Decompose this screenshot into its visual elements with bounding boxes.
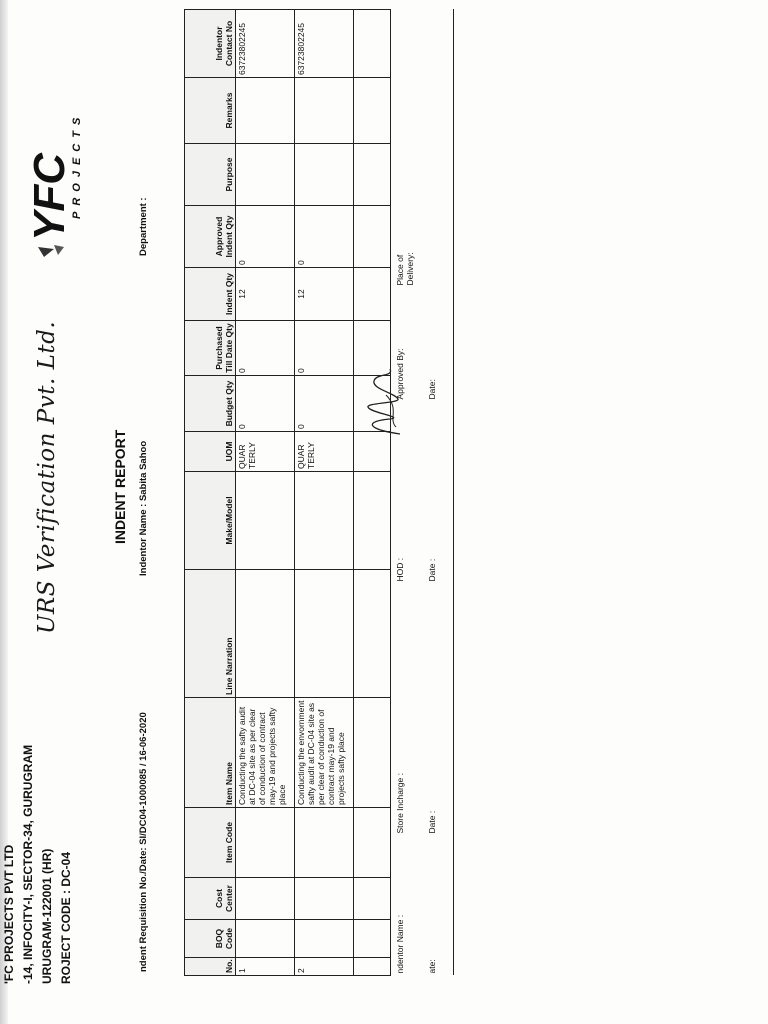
col-line-narration: Line Narration [185,570,236,698]
row-make-model [236,472,295,570]
row-approved-qty: 0 [295,206,354,268]
yfc-logo [24,71,84,259]
col-no: No. [185,958,236,976]
table-row [295,10,354,976]
row-uom: QUAR TERLY [295,432,354,472]
col-item-code: Item Code [185,808,236,878]
footer-store-incharge: Store Incharge : [395,773,405,834]
row-no: 1 [236,958,295,976]
logo-subtext: PROJECTS [71,111,83,219]
col-purchased-qty: Purchased Till Date Qty [185,321,236,376]
row-approved-qty: 0 [236,206,295,268]
row-purpose [295,144,354,206]
row-item-name: Conducting the envornment safty audit at DC-04 site as per clear of conduction of contract may-19 and projects safty place [295,698,354,808]
row-purchased-qty: 0 [236,321,295,376]
footer-approved-date: Date: [427,379,437,400]
company-name: 'FC PROJECTS PVT LTD [2,844,16,984]
row-contact: 63723802245 [236,10,295,78]
col-contact: Indentor Contact No [185,10,236,78]
row-line-narration [295,570,354,698]
row-item-code [295,808,354,878]
row-item-code [236,808,295,878]
company-address-line1: -14, INFOCITY-I, SECTOR-34, GURUGRAM [21,744,35,984]
row-remarks [295,78,354,144]
col-remarks: Remarks [185,78,236,144]
indentor-name: Indentor Name : Sabita Sahoo [138,440,149,576]
col-budget-qty: Budget Qty [185,376,236,432]
row-contact: 63723802245 [295,10,354,78]
col-approved-qty: Approved Indent Qty [185,206,236,268]
footer-store-date: Date : [427,810,437,834]
col-make-model: Make/Model [185,472,236,570]
project-code: ROJECT CODE : DC-04 [59,851,73,984]
row-no: 2 [295,958,354,976]
row-boq-code [295,920,354,958]
company-address-line2: URUGRAM-122001 (HR) [40,848,54,984]
row-purchased-qty: 0 [295,321,354,376]
row-make-model [295,472,354,570]
row-budget-qty: 0 [295,376,354,432]
row-cost-center [236,878,295,920]
table-header-row [185,10,236,976]
col-purpose: Purpose [185,144,236,206]
row-uom: QUAR TERLY [236,432,295,472]
department-label: Department : [138,197,149,256]
col-cost-center: Cost Center [185,878,236,920]
footer-indentor-date: ate: [427,959,437,974]
row-remarks [236,78,295,144]
row-indent-qty: 12 [236,268,295,321]
row-indent-qty: 12 [295,268,354,321]
col-indent-qty: Indent Qty [185,268,236,321]
col-item-name: Item Name [185,698,236,808]
handwritten-note: URS Verification Pvt. Ltd. [34,320,60,634]
footer-indentor-name: ndentor Name : [395,914,405,974]
report-title: INDENT REPORT [112,429,128,544]
row-line-narration [236,570,295,698]
table-row [236,10,295,976]
logo-text: YFC [25,153,74,241]
col-boq-code: BOQ Code [185,920,236,958]
footer-row [391,10,454,976]
row-cost-center [295,878,354,920]
signature-mark [360,359,410,439]
row-boq-code [236,920,295,958]
footer-hod-date: Date : [427,558,437,582]
row-budget-qty: 0 [236,376,295,432]
col-uom: UOM [185,432,236,472]
table-row-empty [354,10,391,976]
indent-table [184,9,454,976]
footer-place-of-delivery: Place of Delivery: [395,252,415,286]
row-item-name: Conducting the safty audit at DC-04 site as per clear of conduction of contract may-19 and projects safty place [236,698,295,808]
requisition-number: ndent Requisition No./Date: SI/DC04-1000085 / 16-06-2020 [138,712,149,972]
row-purpose [236,144,295,206]
company-header [0,745,76,984]
footer-approved-by: Approved By: [395,348,405,400]
footer-hod: HOD : [395,557,405,582]
